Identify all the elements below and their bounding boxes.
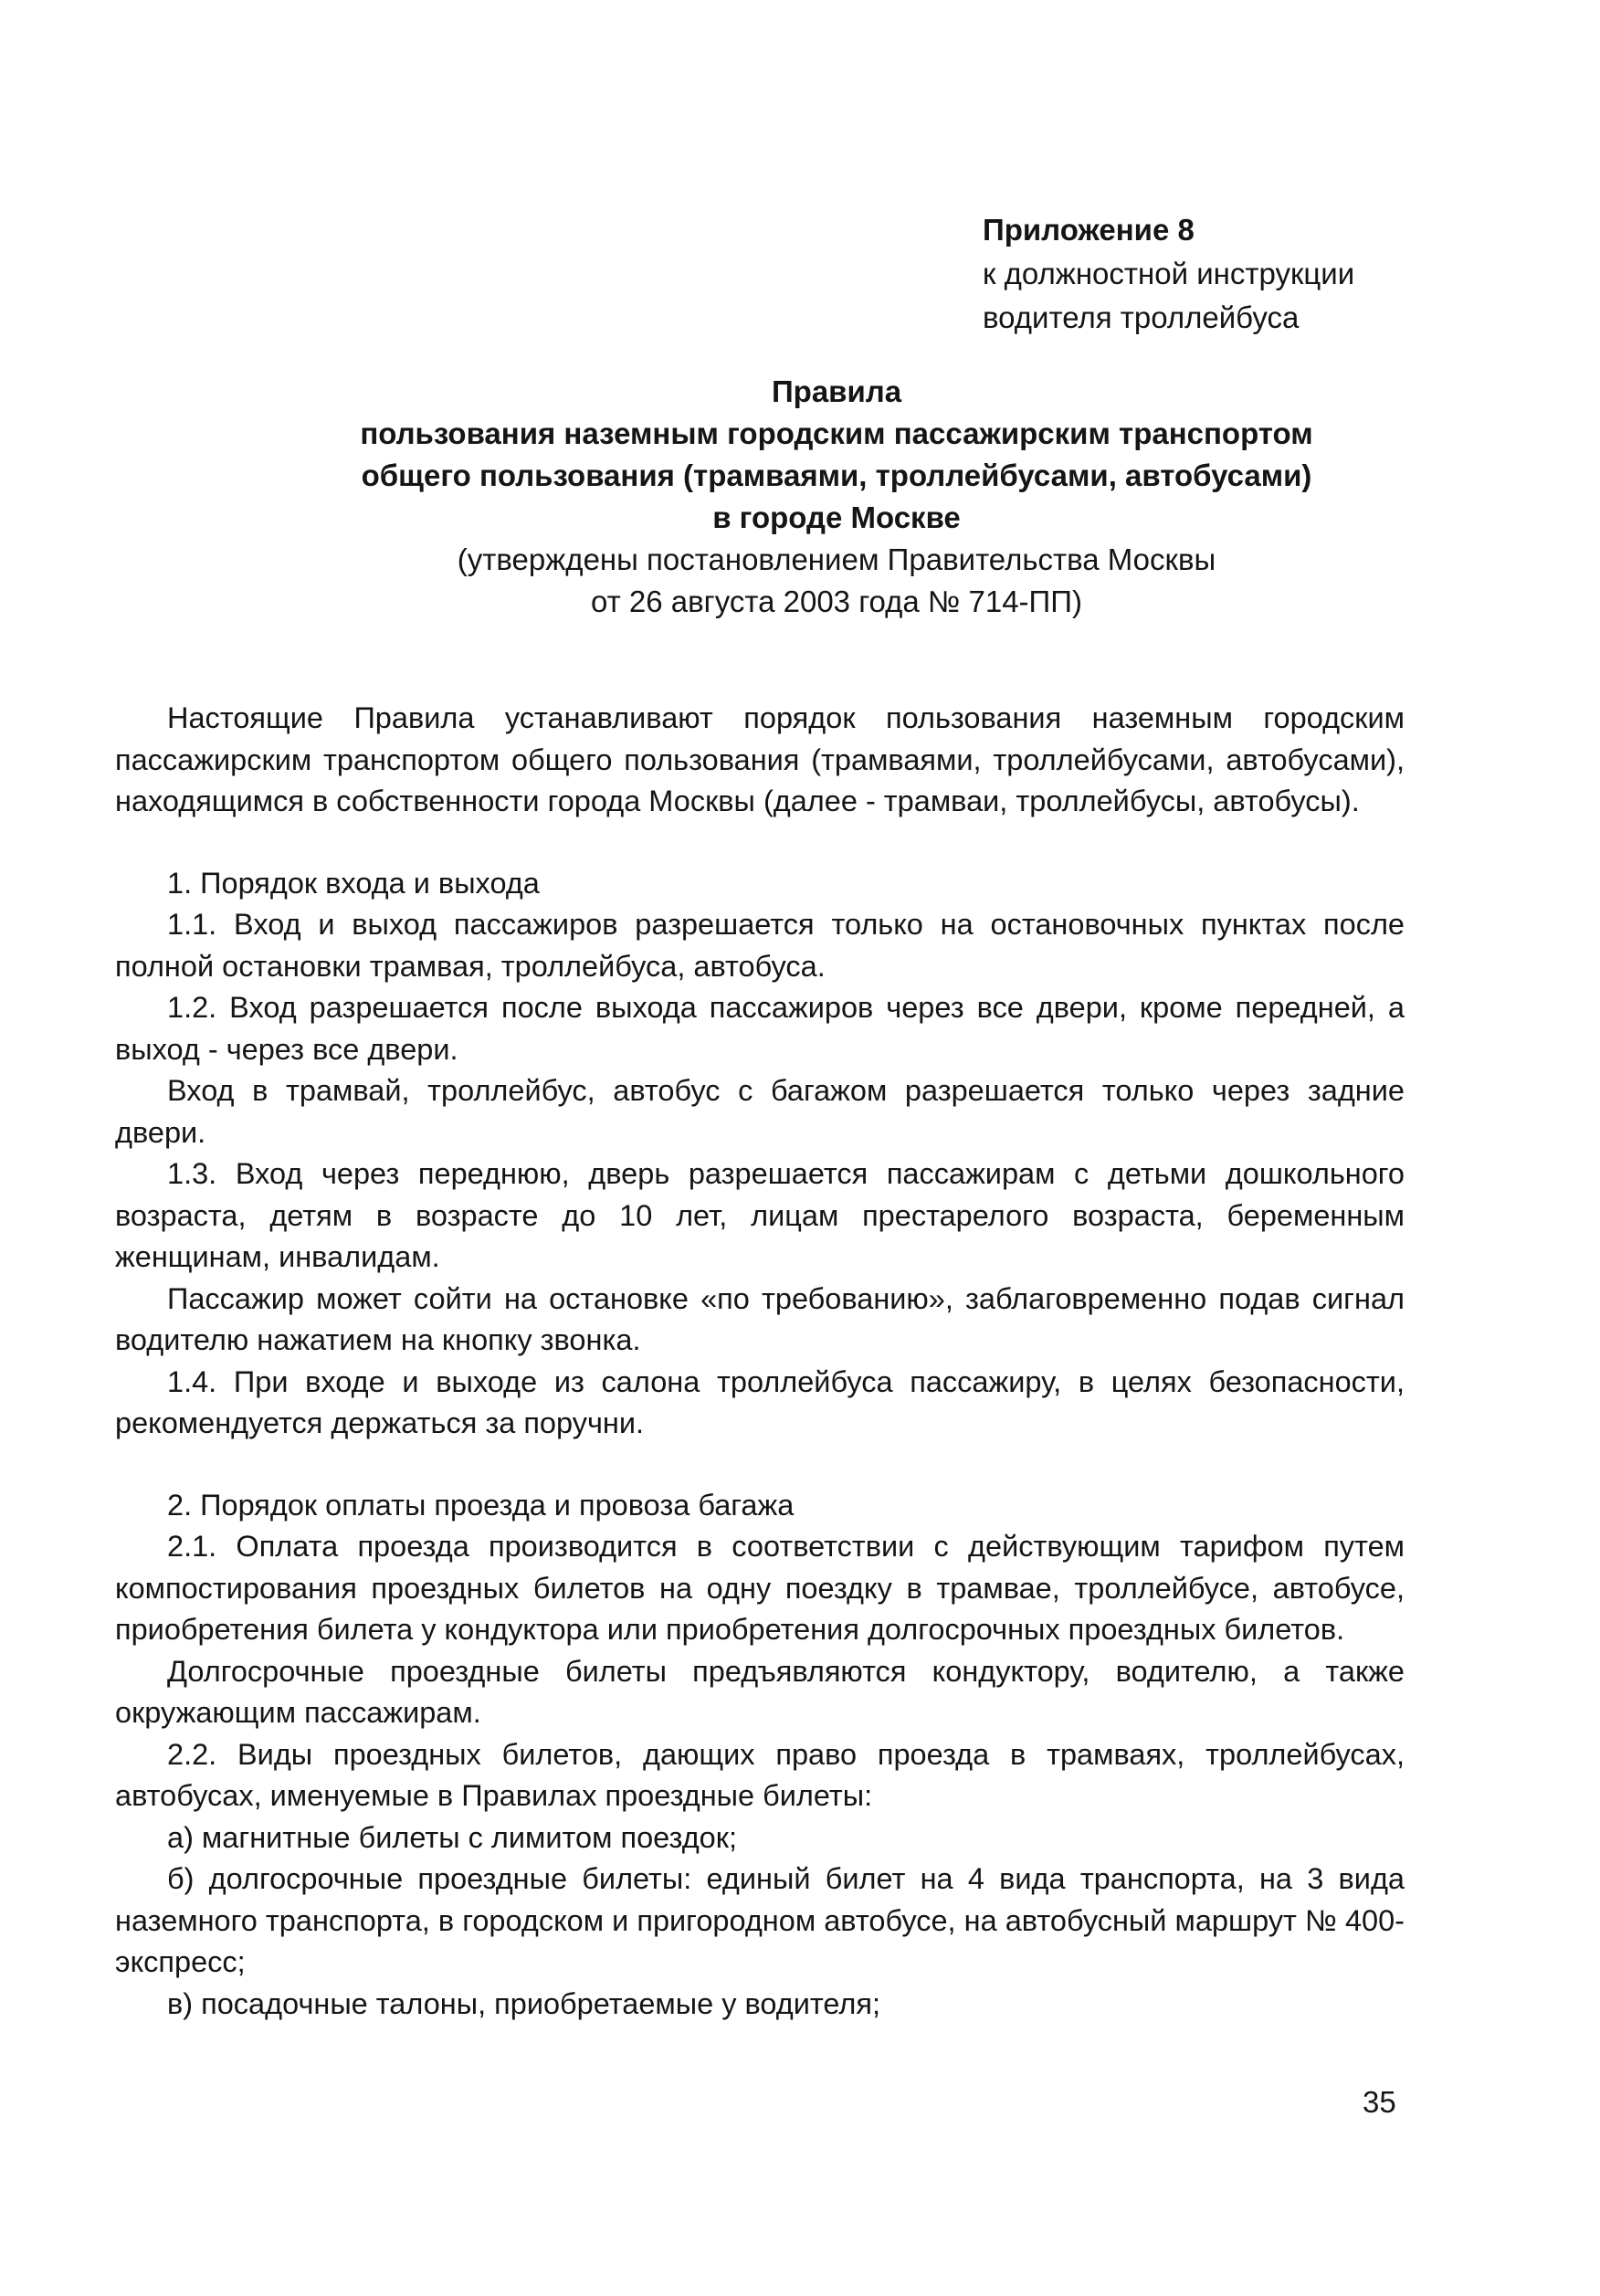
section-2-list-item: а) магнитные билеты с лимитом поездок; (167, 1820, 737, 1854)
title-line-1: Правила (771, 374, 902, 408)
intro-paragraph: Настоящие Правила устанавливают порядок пользования наземным городским пассажирским транспортом общего пользования (трамваями, троллейбусами, автобусами), находящимся в собственности города Москвы (далее - трамваи, троллейбусы, автобусы). (115, 701, 1405, 817)
section-2-paragraph: 2.2. Виды проездных билетов, дающих право проезда в трамваях, троллейбусах, автобусах, именуемые в Правилах проездные билеты: (115, 1737, 1405, 1812)
section-2-list-item: в) посадочные талоны, приобретаемые у водителя; (167, 1986, 880, 2020)
title-line-3: общего пользования (трамваями, троллейбусами, автобусами) (361, 458, 1312, 492)
section-2-heading: 2. Порядок оплаты проезда и провоза багажа (167, 1488, 795, 1522)
section-1-paragraph: 1.2. Вход разрешается после выхода пассажиров через все двери, кроме передней, а выход - через все двери. (115, 991, 1405, 1066)
section-1-paragraph: Пассажир может сойти на остановке «по требованию», заблаговременно подав сигнал водителю нажатием на кнопку звонка. (115, 1281, 1405, 1356)
document-title (128, 371, 1545, 623)
section-1-paragraph: 1.3. Вход через переднюю, дверь разрешается пассажирам с детьми дошкольного возраста, детям в возрасте до 10 лет, лицам престарелого возраста, беременным женщинам, инвалидам. (115, 1157, 1405, 1273)
appendix-header (983, 208, 1494, 340)
document-body (115, 698, 1405, 2025)
section-1-paragraph: Вход в трамвай, троллейбус, автобус с багажом разрешается только через задние двери. (115, 1074, 1405, 1149)
section-1-paragraph: 1.4. При входе и выходе из салона троллейбуса пассажиру, в целях безопасности, рекомендуется держаться за поручни. (115, 1364, 1405, 1439)
title-line-2: пользования наземным городским пассажирским транспортом (360, 416, 1313, 450)
title-line-6: от 26 августа 2003 года № 714-ПП) (591, 585, 1082, 618)
page-number: 35 (1363, 2085, 1396, 2119)
title-line-4: в городе Москве (712, 500, 961, 534)
section-1-paragraph: 1.1. Вход и выход пассажиров разрешается только на остановочных пунктах после полной остановки трамвая, троллейбуса, автобуса. (115, 908, 1405, 983)
appendix-line-1: к должностной инструкции (983, 257, 1355, 290)
title-line-5: (утверждены постановлением Правительства Москвы (457, 542, 1216, 576)
appendix-label: Приложение 8 (983, 213, 1195, 247)
section-1-heading: 1. Порядок входа и выхода (167, 866, 540, 900)
section-2-paragraph: 2.1. Оплата проезда производится в соответствии с действующим тарифом путем компостирования проездных билетов на одну поездку в трамвае, троллейбусе, автобусе, приобретения билета у кондуктора или приобретения долгосрочных проездных билетов. (115, 1530, 1405, 1646)
appendix-line-2: водителя троллейбуса (983, 300, 1300, 334)
section-2-list-item: б) долгосрочные проездные билеты: единый билет на 4 вида транспорта, на 3 вида наземного транспорта, в городском и пригородном автобусе, на автобусный маршрут № 400-экспресс; (115, 1862, 1405, 1978)
section-2-paragraph: Долгосрочные проездные билеты предъявляются кондуктору, водителю, а также окружающим пассажирам. (115, 1654, 1405, 1729)
